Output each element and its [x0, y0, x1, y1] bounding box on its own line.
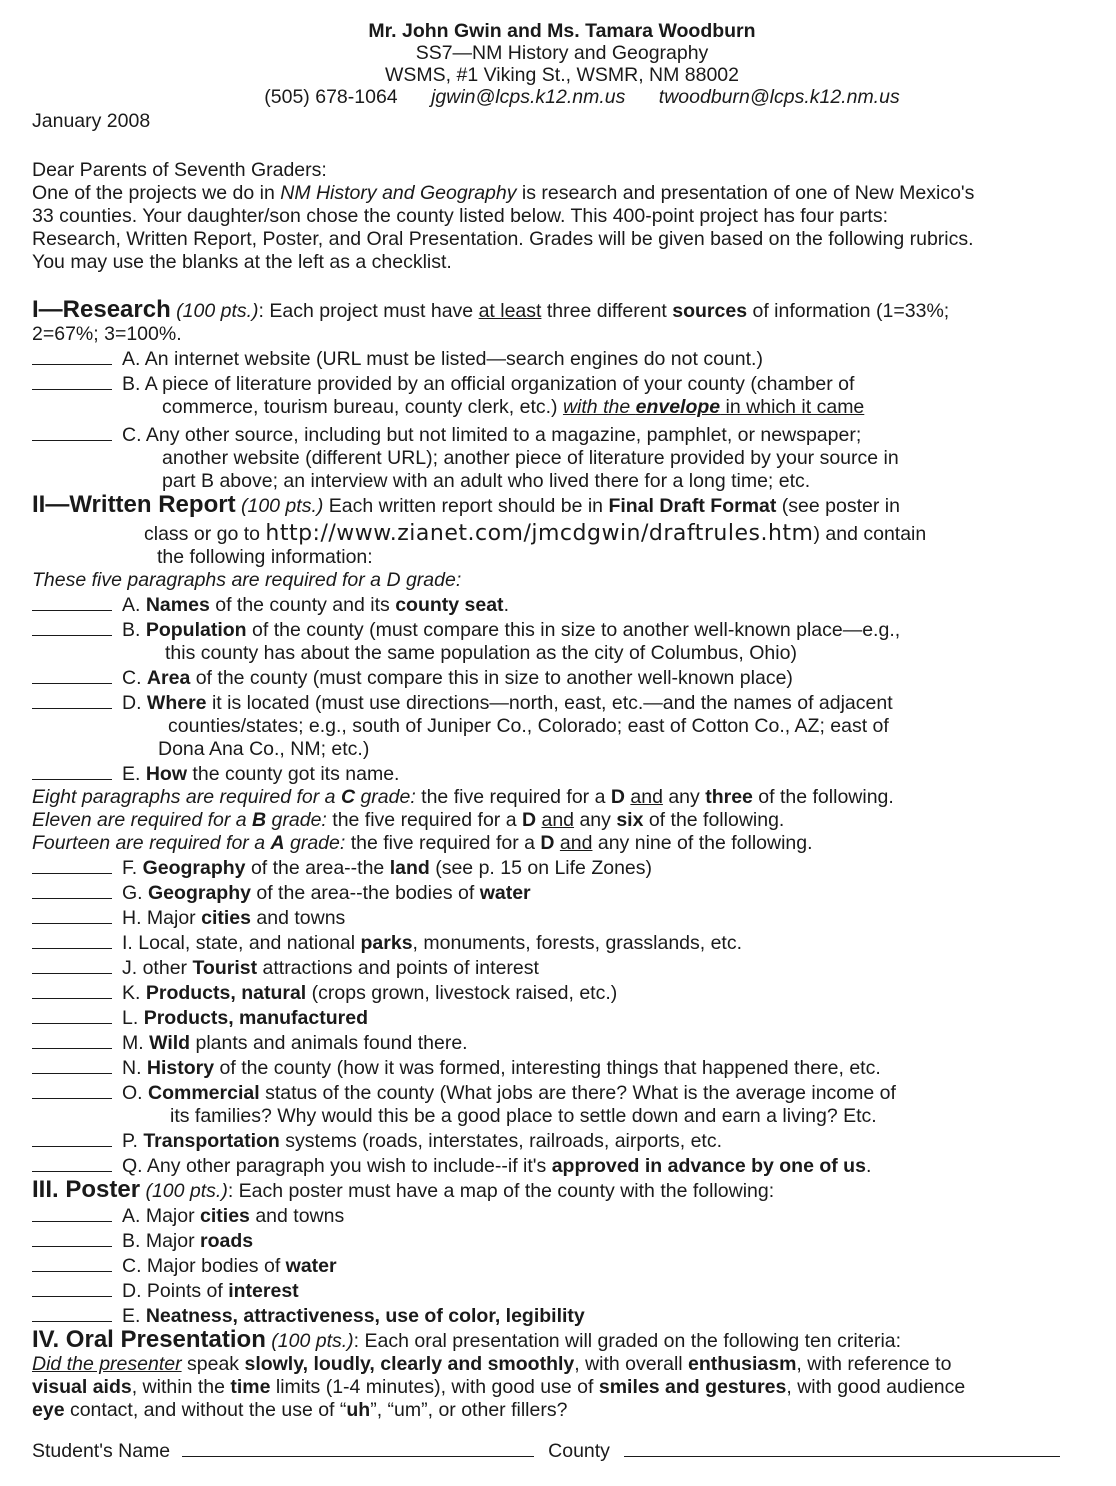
checklist-blank[interactable]: [32, 690, 112, 709]
school-address: WSMS, #1 Viking St., WSMR, NM 88002: [385, 64, 739, 86]
checklist-blank[interactable]: [32, 1128, 112, 1147]
text-fragment: at least: [478, 300, 542, 322]
letter: [32, 20, 1092, 1462]
checklist-item: [32, 761, 1092, 786]
text-fragment: of the area--the: [245, 857, 390, 879]
checklist-item: [32, 855, 1092, 880]
checklist-blank[interactable]: [32, 1228, 112, 1247]
text-fragment: systems (roads, interstates, railroads, airports, etc.: [279, 1130, 722, 1152]
checklist-blank[interactable]: [32, 617, 112, 636]
checklist-item: [32, 955, 1092, 980]
text-fragment: three: [705, 786, 753, 808]
checklist-blank[interactable]: [32, 1203, 112, 1222]
section-oral-presentation: [32, 1328, 1092, 1422]
section-poster: [32, 1178, 1092, 1328]
text-line: [122, 932, 1092, 955]
checklist-blank[interactable]: [32, 1153, 112, 1172]
checklist-item: [32, 422, 1092, 447]
text-fragment: : Each poster must have a map of the county with the following:: [227, 1180, 775, 1202]
text-fragment: E.: [122, 1305, 146, 1327]
text-line: [122, 1130, 1092, 1153]
text-fragment: of the area--the bodies of: [250, 882, 480, 904]
text-fragment: (100 pts.): [176, 300, 259, 322]
text-line: [32, 1178, 1092, 1203]
text-fragment: its families? Why would this be a good place to settle down and earn a living? Etc.: [170, 1105, 877, 1127]
text-fragment: and: [541, 809, 575, 831]
student-name-field[interactable]: [182, 1438, 534, 1457]
checklist-item: [32, 1005, 1092, 1030]
text-fragment: , with good audience: [786, 1376, 966, 1398]
text-fragment: commerce, tourism bureau, county clerk, etc.): [162, 396, 563, 418]
text-fragment: Transportation: [143, 1130, 280, 1152]
text-fragment: Area: [146, 667, 191, 689]
course-name: SS7—NM History and Geography: [415, 42, 709, 64]
text-fragment: A. An internet website (URL must be listed—search engines do not count.): [122, 348, 763, 370]
draft-rules-link[interactable]: http://www.zianet.com/jmcdgwin/draftrules.htm: [265, 521, 814, 546]
text-fragment: of the following.: [752, 786, 894, 808]
text-fragment: water: [285, 1255, 337, 1277]
text-fragment: O.: [122, 1082, 149, 1104]
text-fragment: ) and contain: [813, 523, 927, 545]
text-fragment: A. Major: [122, 1205, 201, 1227]
text-fragment: status of the county (What jobs are there? What is the average income of: [259, 1082, 896, 1104]
text-fragment: of the county and its: [209, 594, 396, 616]
email-gwin: jgwin@lcps.k12.nm.us: [431, 86, 626, 108]
text-fragment: Fourteen are required for a: [32, 832, 271, 854]
checklist-blank[interactable]: [32, 346, 112, 365]
phone-number: (505) 678-1064: [264, 86, 398, 108]
text-fragment: One of the projects we do in: [32, 182, 281, 204]
text-fragment: any: [662, 786, 706, 808]
checklist-blank[interactable]: [32, 1278, 112, 1297]
text-fragment: Each written report should be in: [323, 495, 609, 517]
text-fragment: speak: [181, 1353, 245, 1375]
text-line: [32, 1353, 1092, 1376]
text-fragment: time: [230, 1376, 271, 1398]
text-fragment: J. other: [122, 957, 193, 979]
checklist-item: [32, 592, 1092, 617]
student-name-label: Student's Name: [32, 1440, 171, 1462]
text-fragment: : Each oral presentation will graded on the following ten criteria:: [353, 1330, 902, 1352]
checklist-item: [32, 980, 1092, 1005]
checklist-blank[interactable]: [32, 1303, 112, 1322]
checklist-item: [32, 905, 1092, 930]
text-fragment: Population: [145, 619, 247, 641]
checklist-blank[interactable]: [32, 371, 112, 390]
text-line: [32, 1376, 1092, 1399]
text-fragment: smiles and gestures: [598, 1376, 787, 1398]
checklist-item: [32, 346, 1092, 371]
text-fragment: class or go to: [144, 523, 266, 545]
checklist-item: [32, 617, 1092, 642]
text-line: [122, 1082, 1092, 1105]
text-fragment: contact, and without the use of “: [64, 1399, 347, 1421]
text-fragment: roads: [200, 1230, 254, 1252]
checklist-item: [32, 665, 1092, 690]
text-fragment: in which it came: [720, 396, 865, 418]
text-line: [122, 667, 1092, 690]
text-line: [32, 182, 1092, 205]
checklist-blank[interactable]: [32, 665, 112, 684]
text-fragment: Wild: [149, 1032, 191, 1054]
text-line: [122, 1280, 1092, 1303]
text-line: [122, 1007, 1092, 1030]
text-fragment: the five required for a: [415, 786, 611, 808]
text-fragment: the five required for a: [345, 832, 541, 854]
text-fragment: ”, “um”, or other fillers?: [370, 1399, 568, 1421]
text-fragment: and towns: [250, 907, 346, 929]
text-fragment: Commercial: [148, 1082, 260, 1104]
text-fragment: Where: [146, 692, 207, 714]
text-fragment: Tourist: [192, 957, 258, 979]
text-fragment: slowly, loudly, clearly and smoothly: [244, 1353, 575, 1375]
checklist-blank[interactable]: [32, 980, 112, 999]
text-fragment: of information (1=33%;: [747, 300, 950, 322]
text-fragment: of the county (must compare this in size to another well-known place—e.g.,: [246, 619, 901, 641]
text-line: [122, 1155, 1092, 1178]
signature-row: [32, 1438, 1092, 1463]
text-fragment: Eight paragraphs are required for a: [32, 786, 341, 808]
text-fragment: (100 pts.): [240, 495, 324, 517]
text-fragment: enthusiasm: [688, 1353, 797, 1375]
text-fragment: attractions and points of interest: [257, 957, 539, 979]
text-fragment: cities: [200, 1205, 250, 1227]
text-fragment: of the following.: [643, 809, 785, 831]
text-fragment: interest: [228, 1280, 299, 1302]
text-fragment: county seat: [395, 594, 504, 616]
text-line: [32, 1328, 1092, 1353]
text-fragment: (100 pts.): [145, 1180, 228, 1202]
text-fragment: the county got its name.: [187, 763, 400, 785]
text-fragment: C. Major bodies of: [122, 1255, 286, 1277]
text-fragment: B. A piece of literature provided by an official organization of your county (chamber of: [122, 373, 855, 395]
checklist-item: [32, 1080, 1092, 1105]
text-fragment: and towns: [249, 1205, 345, 1227]
text-line: [122, 619, 1092, 642]
text-line: [32, 786, 1092, 809]
text-line: [122, 1057, 1092, 1080]
text-fragment: D: [610, 786, 625, 808]
text-fragment: cities: [201, 907, 251, 929]
checklist-blank[interactable]: [32, 880, 112, 899]
checklist-blank[interactable]: [32, 1005, 112, 1024]
text-fragment: (see p. 15 on Life Zones): [429, 857, 653, 879]
checklist-item: [32, 1128, 1092, 1153]
checklist-blank[interactable]: [32, 1080, 112, 1099]
section-research: [32, 298, 1092, 493]
checklist-blank[interactable]: [32, 1253, 112, 1272]
text-fragment: (100 pts.): [271, 1330, 354, 1352]
text-line: [122, 692, 1092, 715]
text-fragment: You may use the blanks at the left as a checklist.: [32, 251, 452, 273]
text-fragment: is research and presentation of one of New Mexico's: [516, 182, 975, 204]
text-fragment: Final Draft Format: [608, 495, 777, 517]
text-line: [122, 594, 1092, 617]
text-fragment: F.: [122, 857, 143, 879]
checklist-item: [32, 371, 1092, 396]
text-fragment: 33 counties. Your daughter/son chose the county listed below. This 400-point project has four parts:: [32, 205, 889, 227]
text-fragment: Eleven are required for a: [32, 809, 253, 831]
section-title: IV. Oral Presentation: [32, 1326, 266, 1353]
checklist-blank[interactable]: [32, 761, 112, 780]
text-fragment: D. Points of: [122, 1280, 229, 1302]
text-fragment: limits (1-4 minutes), with good use of: [270, 1376, 599, 1398]
text-fragment: How: [145, 763, 188, 785]
text-line: [122, 857, 1092, 880]
text-fragment: C: [340, 786, 356, 808]
text-fragment: eye: [32, 1399, 65, 1421]
text-line: [122, 1305, 1092, 1328]
text-fragment: A.: [122, 594, 146, 616]
text-fragment: , with overall: [574, 1353, 689, 1375]
text-line: [122, 882, 1092, 905]
email-woodburn: twoodburn@lcps.k12.nm.us: [658, 86, 900, 108]
checklist-item: [32, 1253, 1092, 1278]
text-fragment: Products, manufactured: [143, 1007, 368, 1029]
section-written-report: [32, 493, 1092, 1178]
text-fragment: the five required for a: [326, 809, 522, 831]
text-fragment: B: [252, 809, 267, 831]
text-fragment: Dona Ana Co., NM; etc.): [158, 738, 370, 760]
text-fragment: History: [146, 1057, 215, 1079]
text-line: [32, 522, 1092, 546]
county-field[interactable]: [624, 1438, 1060, 1457]
text-fragment: Names: [145, 594, 210, 616]
text-fragment: and: [630, 786, 663, 808]
text-fragment: I. Local, state, and national: [122, 932, 361, 954]
text-fragment: visual aids: [32, 1376, 132, 1398]
text-fragment: parks: [360, 932, 413, 954]
text-fragment: this county has about the same population as the city of Columbus, Ohio): [165, 642, 797, 664]
text-fragment: any: [574, 809, 617, 831]
text-line: [32, 809, 1092, 832]
text-fragment: water: [479, 882, 531, 904]
text-fragment: of the county (must compare this in size to another well-known place): [190, 667, 793, 689]
text-fragment: counties/states; e.g., south of Juniper Co., Colorado; east of Cotton Co., AZ; east of: [168, 715, 889, 737]
text-line: [122, 1032, 1092, 1055]
text-fragment: of the county (how it was formed, interesting things that happened there, etc.: [214, 1057, 881, 1079]
text-fragment: grade:: [266, 809, 327, 831]
text-fragment: NM History and Geography: [280, 182, 517, 204]
checklist-item: [32, 930, 1092, 955]
text-fragment: and: [559, 832, 593, 854]
text-fragment: plants and animals found there.: [190, 1032, 468, 1054]
checklist-item: [32, 1228, 1092, 1253]
text-fragment: B. Major: [122, 1230, 201, 1252]
text-fragment: (see poster in: [776, 495, 900, 517]
text-line: [32, 493, 1092, 518]
text-fragment: P.: [122, 1130, 144, 1152]
text-fragment: K.: [122, 982, 146, 1004]
text-fragment: part B above; an interview with an adult who lived there for a long time; etc.: [162, 470, 811, 492]
text-fragment: six: [616, 809, 644, 831]
text-fragment: grade:: [284, 832, 346, 854]
text-fragment: These five paragraphs are required for a D grade:: [32, 569, 462, 591]
text-fragment: .: [503, 594, 509, 616]
text-line: [122, 957, 1092, 980]
text-fragment: D: [540, 832, 555, 854]
text-fragment: the following information:: [157, 546, 373, 568]
text-fragment: D: [521, 809, 537, 831]
checklist-item: [32, 1055, 1092, 1080]
text-fragment: approved in advance by one of us: [551, 1155, 866, 1177]
checklist-item: [32, 1303, 1092, 1328]
checklist-blank[interactable]: [32, 905, 112, 924]
text-fragment: Geography: [148, 882, 251, 904]
checklist-item: [32, 1030, 1092, 1055]
text-fragment: grade:: [355, 786, 416, 808]
checklist-item: [32, 880, 1092, 905]
text-fragment: C. Any other source, including but not limited to a magazine, pamphlet, or newspaper;: [122, 424, 862, 446]
text-fragment: : Each project must have: [258, 300, 479, 322]
text-fragment: A: [270, 832, 285, 854]
text-line: [122, 1255, 1092, 1278]
text-fragment: (crops grown, livestock raised, etc.): [306, 982, 618, 1004]
checklist-item: [32, 1153, 1092, 1178]
text-fragment: , monuments, forests, grasslands, etc.: [412, 932, 743, 954]
checklist-item: [32, 690, 1092, 715]
text-fragment: sources: [672, 300, 748, 322]
text-fragment: any nine of the following.: [592, 832, 813, 854]
checklist-blank[interactable]: [32, 955, 112, 974]
checklist-item: [32, 1203, 1092, 1228]
checklist-blank[interactable]: [32, 855, 112, 874]
text-fragment: C.: [122, 667, 147, 689]
county-label: County: [548, 1440, 610, 1462]
intro-paragraph: [32, 182, 1092, 274]
text-fragment: M.: [122, 1032, 150, 1054]
text-line: [32, 1399, 1092, 1422]
text-fragment: 2=67%; 3=100%.: [32, 323, 182, 345]
text-line: [122, 1230, 1092, 1253]
checklist-blank[interactable]: [32, 930, 112, 949]
letter-header: [32, 20, 1092, 108]
text-line: [122, 763, 1092, 786]
text-fragment: envelope: [635, 396, 721, 418]
text-fragment: Geography: [142, 857, 246, 879]
text-line: [32, 832, 1092, 855]
checklist-blank[interactable]: [32, 1030, 112, 1049]
teacher-names: Mr. John Gwin and Ms. Tamara Woodburn: [368, 20, 756, 42]
text-line: [32, 396, 1092, 419]
text-fragment: G.: [122, 882, 149, 904]
text-fragment: N.: [122, 1057, 147, 1079]
text-line: [122, 982, 1092, 1005]
text-fragment: with the: [562, 396, 636, 418]
checklist-blank[interactable]: [32, 592, 112, 611]
text-fragment: E.: [122, 763, 146, 785]
text-fragment: , within the: [131, 1376, 231, 1398]
text-line: [32, 298, 1092, 323]
text-fragment: L.: [122, 1007, 144, 1029]
text-fragment: Did the presenter: [32, 1353, 182, 1375]
text-fragment: land: [389, 857, 430, 879]
greeting: Dear Parents of Seventh Graders:: [32, 159, 327, 181]
text-fragment: D.: [122, 692, 147, 714]
text-line: [122, 907, 1092, 930]
text-fragment: three different: [541, 300, 673, 322]
checklist-blank[interactable]: [32, 422, 112, 441]
text-fragment: .: [865, 1155, 872, 1177]
text-fragment: Neatness, attractiveness, use of color, legibility: [145, 1305, 585, 1327]
section-title: I—Research: [32, 296, 171, 323]
text-fragment: , with reference to: [796, 1353, 952, 1375]
text-fragment: Q. Any other paragraph you wish to include--if it's: [122, 1155, 552, 1177]
text-fragment: B.: [122, 619, 146, 641]
text-fragment: uh: [346, 1399, 371, 1421]
checklist-item: [32, 1278, 1092, 1303]
text-line: [122, 1205, 1092, 1228]
contact-line: [32, 86, 1092, 108]
text-fragment: Products, natural: [145, 982, 307, 1004]
text-fragment: it is located (must use directions—north, east, etc.—and the names of adjacent: [206, 692, 893, 714]
text-fragment: another website (different URL); another piece of literature provided by your source in: [162, 447, 899, 469]
text-fragment: Research, Written Report, Poster, and Oral Presentation. Grades will be given based on the following rubrics.: [32, 228, 974, 250]
section-title: III. Poster: [32, 1176, 141, 1203]
section-title: II—Written Report: [32, 491, 236, 518]
letter-date: January 2008: [32, 110, 151, 132]
checklist-blank[interactable]: [32, 1055, 112, 1074]
text-fragment: H. Major: [122, 907, 202, 929]
